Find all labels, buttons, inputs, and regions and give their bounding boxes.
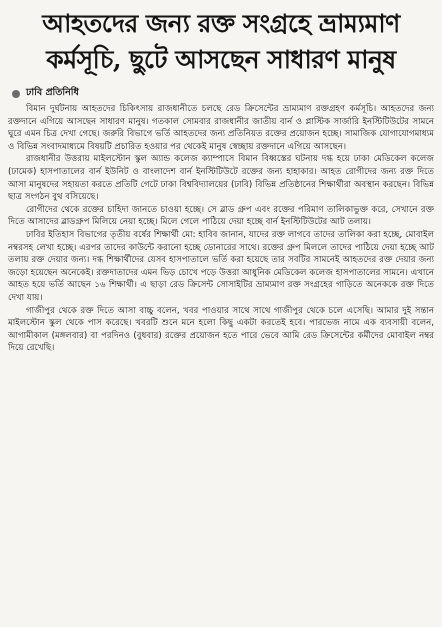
headline <box>8 6 434 78</box>
article-body <box>8 103 434 355</box>
paragraph: গাজীপুর থেকে রক্ত দিতে আসা বাচ্চু বলেন, খবর পাওয়ার সাথে সাথে গাজীপুর থেকে চলে এসেছি। আমার দুই সন্তান মাইলস্টোন স্কুল থেকে পাস করেছে। খবরটি শুনে মনে হলো কিছু একটা করতেই হবে। পারভেজ নামে এক ব্যবসায়ী বলেন, আগামীকাল (মঙ্গলবার) বা পরদিনও (বুধবার) রক্তের প্রয়োজন হতে পারে ভেবে আমি রেড ক্রিসেন্টের কর্মীদের মোবাইল নম্বর দিয়ে রেখেছি। <box>8 305 434 354</box>
byline-text: ঢাবি প্রতিনিধি <box>26 87 79 98</box>
bullet-icon <box>12 90 20 98</box>
paragraph: রোগীদের থেকে রক্তের চাহিদা জানতে চাওয়া হচ্ছে। সে ব্লাড গ্রুপ এবং রক্তের পরিমাণ তালিকাভুক্ত করে, সেখানে রক্ত দিতে আসাদের ব্লাডগ্রুপ মিলিয়ে নেয়া হচ্ছে। মিলে গেলে পাঠিয়ে দেয়া হচ্ছে বার্ন ইনস্টিটিউটের আট তলায়। <box>8 204 434 228</box>
paragraph: ঢাবির ইতিহাস বিভাগের তৃতীয় বর্ষের শিক্ষার্থী মো: হাবিব জানান, যাদের রক্ত লাগবে তাদের তালিকা করা হচ্ছে, মোবাইল নম্বরসহ লেখা হচ্ছে। এরপর তাদের কাউন্টে করানো হচ্ছে ডোনারের সাথে। রক্তের গ্রুপ মিললে তাদের পাঠিয়ে দেয়া হচ্ছে আট তলায় রক্ত দেয়ার জন্য। দগ্ধ শিক্ষার্থীদের যেসব হাসপাতালে ভর্তি করা হয়েছে তার সবটির সামনেই আহতদের রক্ত দেয়ার জন্য জড়ো হয়েছেন অনেকেই। রক্তদাতাদের এমন ভিড় চোখে পড়ে উত্তরা আধুনিক মেডিকেল কলেজ হাসপাতালের সামনে। এখানে আহত হয়ে ভর্তি আছেন ১৬ শিক্ষার্থী। এ ছাড়া রেড ক্রিসেন্ট সোসাইটির ভ্রাম্যমাণ রক্ত সংগ্রহের গাড়িতে অনেককে রক্ত দিতে দেখা যায়। <box>8 229 434 303</box>
paragraph: রাজধানীর উত্তরায় মাইলস্টোন স্কুল অ্যান্ড কলেজ ক্যাম্পাসে বিমান বিধ্বস্তের ঘটনায় দগ্ধ হয়ে ঢাকা মেডিকেল কলেজ (ঢামেক) হাসপাতালের বার্ন ইউনিট ও বাংলাদেশ বার্ন ইনস্টিটিউটে রক্তের জন্য হাহাকার। আহত রোগীদের জন্য রক্ত দিতে আসা মানুষদের সহায়তা করতে প্রতিটি গেটে ঢাকা বিশ্ববিদ্যালয়ের (ঢাবি) বিভিন্ন প্রতিষ্ঠানের শিক্ষার্থীরা অবস্থান করছেন। বিভিন্ন ছাত্র সংগঠন বুথ বসিয়েছে। <box>8 154 434 203</box>
byline <box>8 86 434 101</box>
headline-line-1: আহতদের জন্য রক্ত সংগ্রহে ভ্রাম্যমাণ <box>42 9 400 38</box>
paragraph: বিমান দুর্ঘটনায় আহতদের চিকিৎসায় রাজধানীতে চলছে রেড ক্রিসেন্টের ভ্রাম্যমাণ রক্তগ্রহণ কর্মসূচি। আহতদের জন্য রক্তদানে এগিয়ে আসছেন সাধারণ মানুষ। গতকাল সোমবার রাজধানীর জাতীয় বার্ন ও প্লাস্টিক সার্জারি ইনস্টিটিউটের সামনে ঘুরে এমন চিত্র দেখা গেছে। জরুরি বিভাগে ভর্তি আহতদের জন্য প্রতিনিয়ত রক্তের প্রয়োজন হচ্ছে। সামাজিক যোগাযোগমাধ্যম ও বিভিন্ন সংবাদমাধ্যমে বিষয়টি প্রচারিত হওয়ার পর থেকেই মানুষ স্বেচ্ছায় রক্তদানে এগিয়ে আসছেন। <box>8 104 434 152</box>
headline-line-2: কর্মসূচি, ছুটে আসছেন সাধারণ মানুষ <box>46 45 396 74</box>
